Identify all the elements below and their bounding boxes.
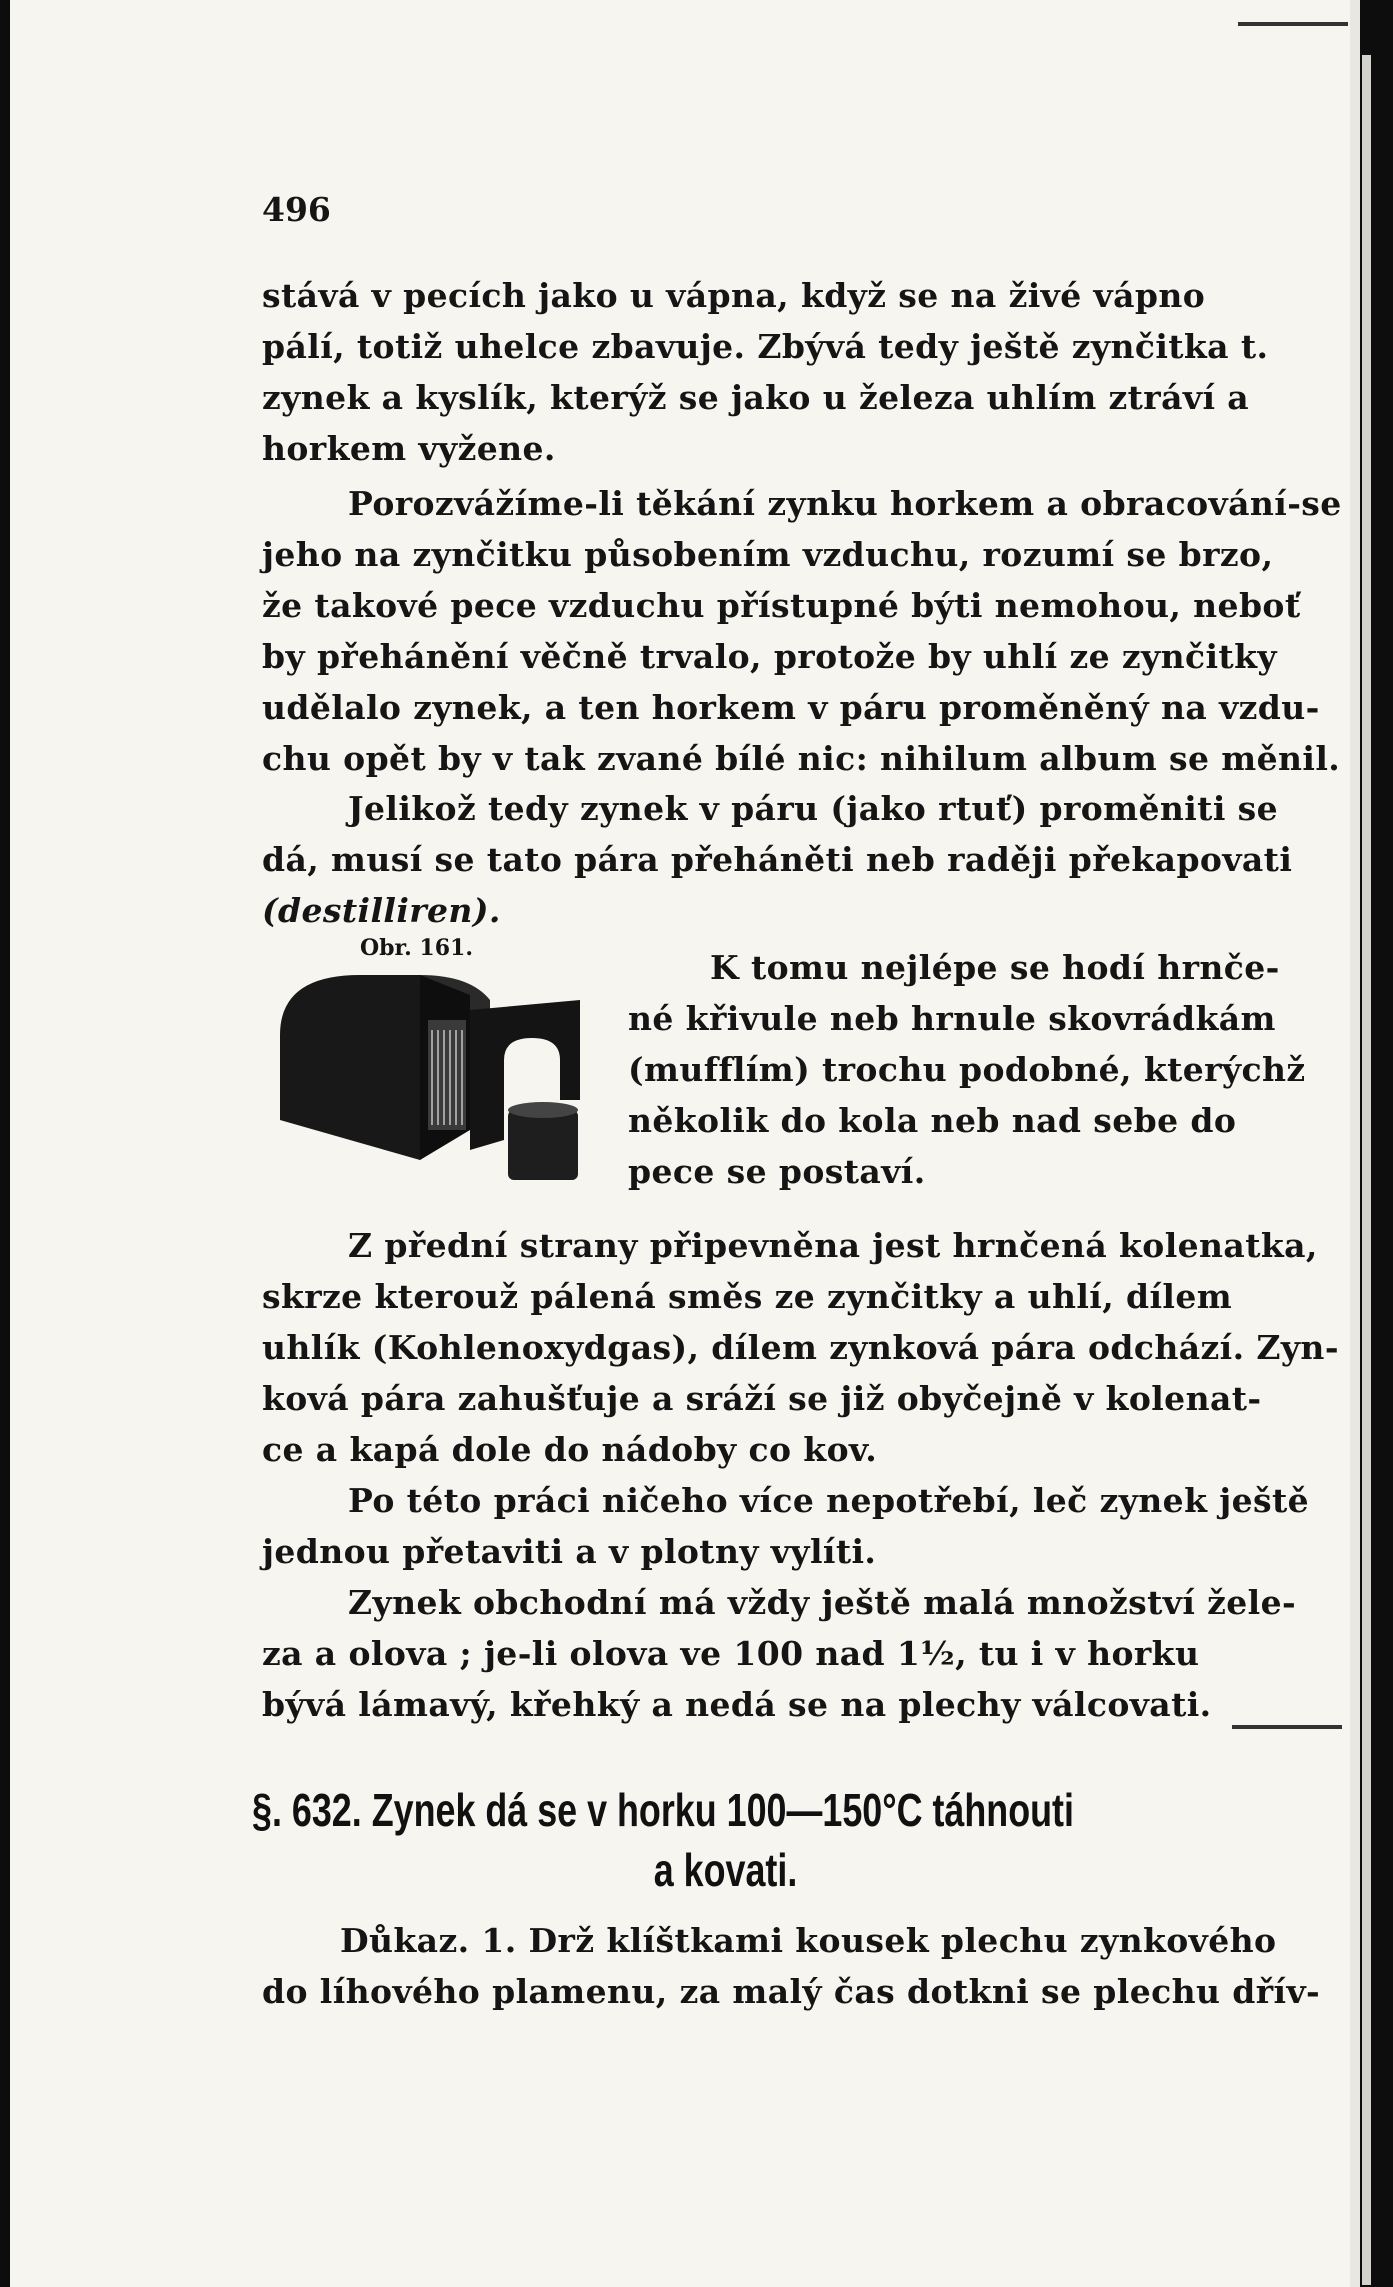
paragraph-6 xyxy=(262,1475,1309,1577)
section-heading xyxy=(252,1780,1074,1900)
paragraph-2 xyxy=(262,478,1342,784)
text-line: stává v pecích jako u vápna, když se na živé vápno xyxy=(262,276,1206,315)
paragraph-1 xyxy=(262,270,1288,474)
text-line: pece se postaví. xyxy=(628,1152,926,1191)
text-line: skrze kterouž pálená směs ze zynčitky a uhlí, dílem xyxy=(262,1277,1233,1316)
text-line: né křivule neb hrnule skovrádkám xyxy=(628,999,1276,1038)
text-line: K tomu nejlépe se hodí hrnče- xyxy=(710,948,1280,987)
text-line: za a olova ; je-li olova ve 100 nad 1½, tu i v horku xyxy=(262,1634,1200,1673)
text-line: několik do kola neb nad sebe do xyxy=(628,1101,1237,1140)
text-line: Zynek obchodní má vždy ještě malá množství žele- xyxy=(348,1583,1297,1622)
text-line: jednou přetaviti a v plotny vylíti. xyxy=(262,1532,877,1571)
proof-paragraph xyxy=(262,1915,1321,2017)
text-line: Jelikož tedy zynek v páru (jako rtuť) proměniti se xyxy=(348,789,1279,828)
text-line: horkem vyžene. xyxy=(262,429,556,468)
section-number: §. 632. xyxy=(252,1784,362,1836)
text-line: (destilliren). xyxy=(262,891,501,930)
text-line: Po této práci ničeho více nepotřebí, leč zynek ještě xyxy=(348,1481,1309,1520)
text-line: jeho na zynčitku působením vzduchu, rozumí se brzo, xyxy=(262,535,1274,574)
paragraph-4 xyxy=(628,942,1306,1197)
margin-rule-top xyxy=(1238,22,1348,26)
text-line: ková pára zahušťuje a sráží se již obyčejně v kolenat- xyxy=(262,1379,1262,1418)
paragraph-3 xyxy=(262,783,1293,936)
text-line: Důkaz. 1. Drž klíštkami kousek plechu zynkového xyxy=(340,1921,1277,1960)
text-line: ce a kapá dole do nádoby co kov. xyxy=(262,1430,878,1469)
text-line: chu opět by v tak zvané bílé nic: nihilum album se měnil. xyxy=(262,739,1341,778)
paragraph-7 xyxy=(262,1577,1297,1730)
text-line: (mufflím) trochu podobné, kterýchž xyxy=(628,1050,1306,1089)
text-line: dá, musí se tato pára přeháněti neb raději překapovati xyxy=(262,840,1293,879)
page-number: 496 xyxy=(262,190,331,229)
adjacent-page-edge xyxy=(1362,55,1371,2285)
text-line: by přehánění věčně trvalo, protože by uhlí ze zynčitky xyxy=(262,637,1277,676)
text-line: do líhového plamenu, za malý čas dotkni se plechu dřív- xyxy=(262,1972,1321,2011)
page-edge xyxy=(1350,0,1360,2287)
muffle-furnace-illustration-icon xyxy=(270,960,590,1185)
text-line: bývá lámavý, křehký a nedá se na plechy válcovati. xyxy=(262,1685,1212,1724)
text-line: udělalo zynek, a ten horkem v páru proměněný na vzdu- xyxy=(262,688,1320,727)
text-line: uhlík (Kohlenoxydgas), dílem zynková pára odchází. Zyn- xyxy=(262,1328,1339,1367)
section-title-line-1: Zynek dá se v horku 100—150°C táhnouti xyxy=(371,1784,1074,1836)
paragraph-5 xyxy=(262,1220,1339,1475)
figure-caption: Obr. 161. xyxy=(360,935,474,961)
text-line: pálí, totiž uhelce zbavuje. Zbývá tedy ještě zynčitka t. xyxy=(262,327,1269,366)
text-line: Porozvážíme-li těkání zynku horkem a obracování-se xyxy=(348,484,1342,523)
text-line: že takové pece vzduchu přístupné býti nemohou, neboť xyxy=(262,586,1301,625)
text-line: Z přední strany připevněna jest hrnčená kolenatka, xyxy=(348,1226,1318,1265)
text-line: zynek a kyslík, kterýž se jako u železa uhlím ztráví a xyxy=(262,378,1250,417)
section-title-line-2: a kovati. xyxy=(653,1844,798,1896)
